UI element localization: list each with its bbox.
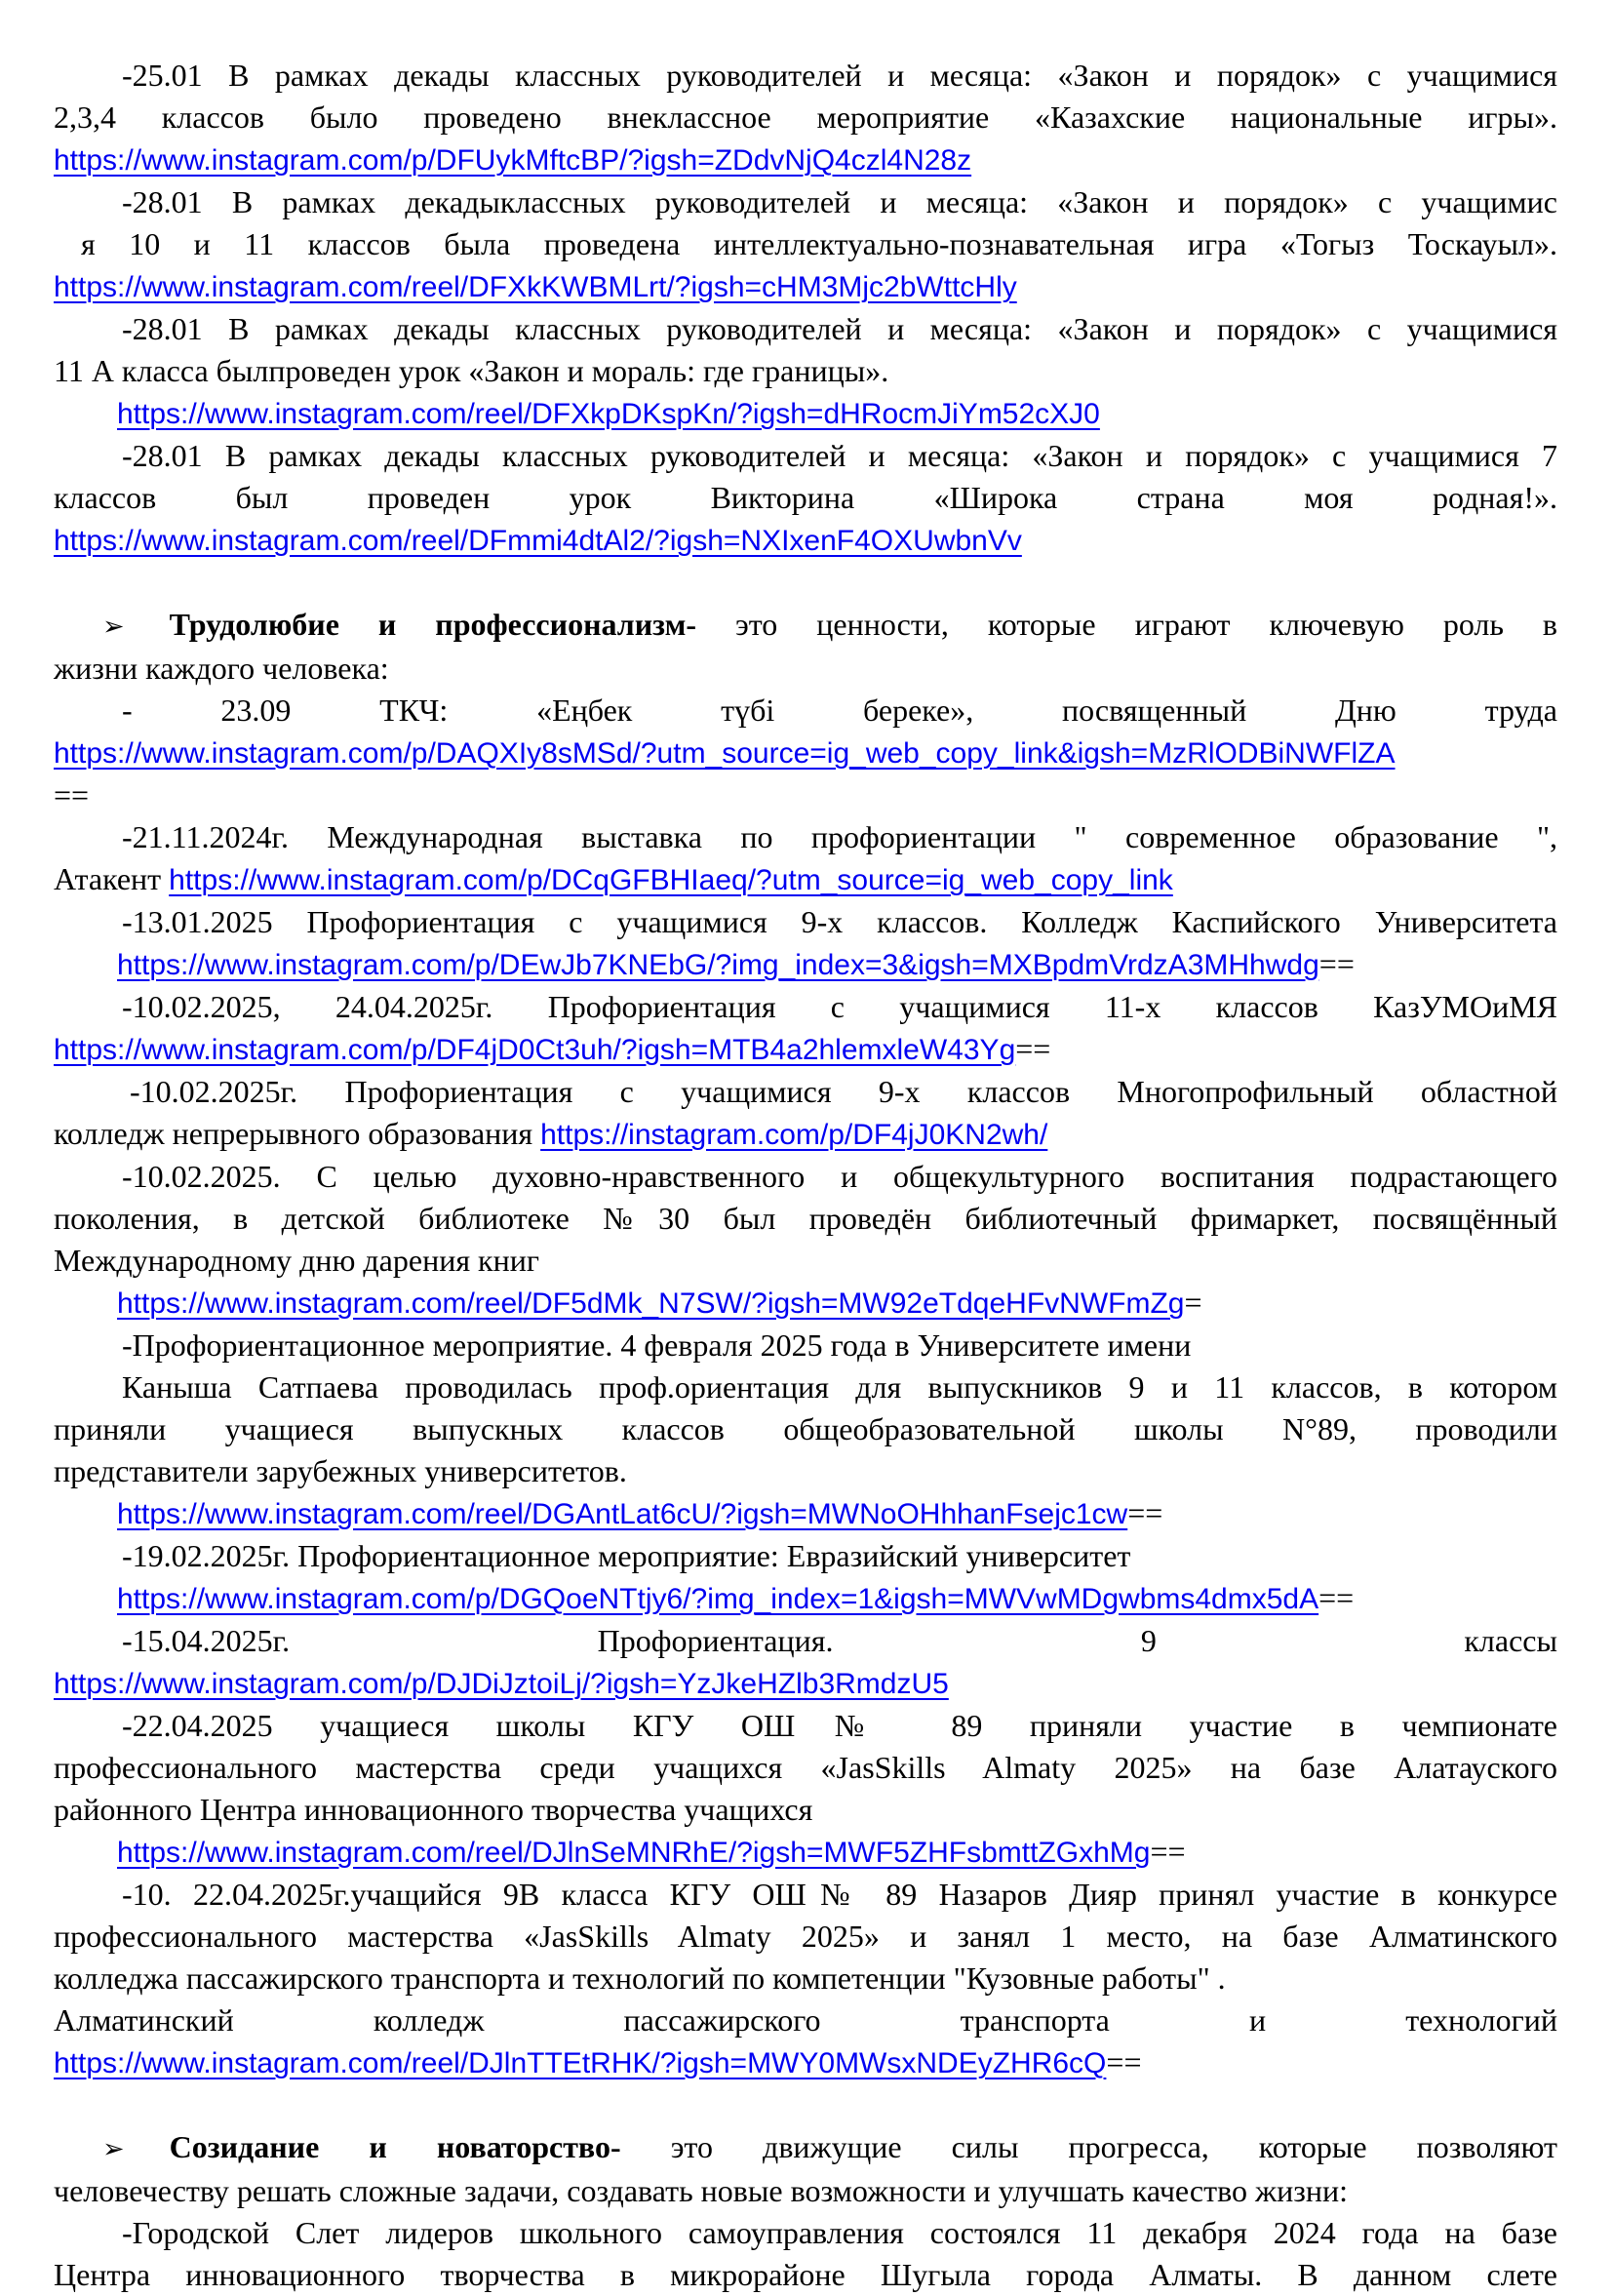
link-line bbox=[54, 139, 1557, 181]
link-line bbox=[54, 1028, 1557, 1071]
paragraph-line bbox=[54, 648, 1557, 690]
text-span: профессионального мастерства «JasSkills Almaty 2025» и занял 1 место, на базе Алматинского bbox=[54, 1919, 1557, 1954]
paragraph-line bbox=[54, 1071, 1557, 1113]
text-span: Каныша Сатпаева проводилась проф.ориентация для выпускников 9 и 11 классов, в котором bbox=[122, 1369, 1557, 1405]
paragraph-line bbox=[54, 2254, 1557, 2296]
text-span: -22.04.2025 учащиеся школы КГУ ОШ№ 89 приняли участие в чемпионате bbox=[122, 1708, 1557, 1743]
instagram-link[interactable]: https://www.instagram.com/reel/DJlnSeMNRhE/?igsh=MWF5ZHFsbmttZGxhMg bbox=[117, 1837, 1151, 1869]
text-span: == bbox=[1015, 1031, 1051, 1066]
paragraph-line bbox=[54, 1156, 1557, 1198]
paragraph-line bbox=[54, 1325, 1557, 1366]
text-span: колледж непрерывного образования bbox=[54, 1116, 541, 1151]
text-span: это ценности, которые играют ключевую роль в bbox=[696, 607, 1558, 642]
text-span: -13.01.2025 Профориентация с учащимися 9-х классов. Колледж Каспийского Университета bbox=[122, 904, 1557, 939]
text-span: жизни каждого человека: bbox=[54, 651, 389, 686]
link-line bbox=[54, 1831, 1557, 1874]
text-span: районного Центра инновационного творчества учащихся bbox=[54, 1792, 813, 1827]
blank-line bbox=[54, 562, 1557, 604]
paragraph-line bbox=[54, 690, 1557, 732]
blank-line bbox=[54, 2084, 1557, 2126]
instagram-link[interactable]: https://instagram.com/p/DF4jJ0KN2wh/ bbox=[540, 1119, 1048, 1151]
link-line bbox=[54, 265, 1557, 308]
paragraph-line bbox=[54, 774, 1557, 816]
text-span: -21.11.2024г. Международная выставка по профориентации " современное образование ", bbox=[122, 819, 1557, 854]
text-span: -10. 22.04.2025г.учащийся 9В класса КГУ ОШ№ 89 Назаров Дияр принял участие в конкурсе bbox=[122, 1877, 1557, 1912]
text-span: -28.01 В рамках декадыклассных руководителей и месяца: «Закон и порядок» с учащимис bbox=[122, 184, 1557, 219]
link-line bbox=[54, 2041, 1557, 2084]
instagram-link[interactable]: https://www.instagram.com/p/DEwJb7KNEbG/?img_index=3&igsh=MXBpdmVrdzA3MHhwdg bbox=[117, 949, 1319, 981]
instagram-link[interactable]: https://www.instagram.com/reel/DFXkpDKspKn/?igsh=dHRocmJiYm52cXJ0 bbox=[117, 398, 1100, 430]
paragraph-line bbox=[54, 1408, 1557, 1450]
paragraph-line bbox=[54, 1366, 1557, 1408]
link-line bbox=[54, 1492, 1557, 1535]
instagram-link[interactable]: https://www.instagram.com/reel/DFXkKWBMLrt/?igsh=cHM3Mjc2bWttcHly bbox=[54, 271, 1017, 303]
paragraph-line bbox=[54, 1789, 1557, 1831]
paragraph-line bbox=[54, 1705, 1557, 1747]
bullet-arrow-icon: ➢ bbox=[102, 2134, 125, 2164]
paragraph-line bbox=[54, 55, 1557, 97]
text-span: == bbox=[1106, 2044, 1142, 2079]
text-span: Центра инновационного творчества в микрорайоне Шугыла города Алматы. В данном слете bbox=[54, 2257, 1557, 2292]
instagram-link[interactable]: https://www.instagram.com/p/DAQXIy8sMSd/?utm_source=ig_web_copy_link&igsh=MzRlODBiNWFlZA bbox=[54, 737, 1396, 770]
paragraph-line bbox=[54, 2170, 1557, 2212]
paragraph-line bbox=[54, 97, 1557, 139]
instagram-link[interactable]: https://www.instagram.com/p/DCqGFBHIaeq/?utm_source=ig_web_copy_link bbox=[169, 864, 1173, 896]
paragraph-line bbox=[54, 1450, 1557, 1492]
text-span: -10.02.2025г. Профориентация с учащимися 9-х классов Многопрофильный областной bbox=[130, 1074, 1557, 1109]
instagram-link[interactable]: https://www.instagram.com/p/DGQoeNTtjy6/?img_index=1&igsh=MWVwMDgwbms4dmx5dA bbox=[117, 1583, 1319, 1615]
link-line bbox=[54, 392, 1557, 435]
paragraph-line bbox=[54, 223, 1557, 265]
text-span: приняли учащиеся выпускных классов общеобразовательной школы N°89, проводили bbox=[54, 1411, 1557, 1446]
paragraph-line bbox=[54, 477, 1557, 519]
paragraph-line bbox=[54, 1620, 1557, 1662]
text-span: == bbox=[1318, 1580, 1355, 1615]
link-line bbox=[54, 519, 1557, 562]
bullet-arrow-icon: ➢ bbox=[102, 612, 125, 642]
text-span: == bbox=[1318, 946, 1355, 981]
text-span: -Городской Слет лидеров школьного самоуправления состоялся 11 декабря 2024 года на базе bbox=[122, 2215, 1557, 2250]
link-line bbox=[54, 1577, 1557, 1620]
paragraph-line bbox=[54, 308, 1557, 350]
instagram-link[interactable]: https://www.instagram.com/p/DJDiJztoiLj/?igsh=YzJkeHZlb3RmdzU5 bbox=[54, 1668, 949, 1700]
instagram-link[interactable]: https://www.instagram.com/reel/DJlnTTEtRHK/?igsh=MWY0MWsxNDEyZHR6cQ bbox=[54, 2047, 1107, 2079]
text-span: -28.01 В рамках декады классных руководителей и месяца: «Закон и порядок» с учащимися 7 bbox=[122, 438, 1557, 473]
text-span: -Профориентационное мероприятие. 4 февраля 2025 года в Университете имени bbox=[122, 1327, 1192, 1363]
text-span: Трудолюбие и профессионализм- bbox=[169, 607, 697, 642]
link-line bbox=[54, 1282, 1557, 1325]
paragraph-line bbox=[54, 1916, 1557, 1958]
text-span: == bbox=[1127, 1495, 1163, 1530]
instagram-link[interactable]: https://www.instagram.com/reel/DFmmi4dtAl2/?igsh=NXIxenF4OXUwbnVv bbox=[54, 525, 1022, 557]
text-span: -19.02.2025г. Профориентационное мероприятие: Евразийский университет bbox=[122, 1538, 1131, 1573]
paragraph-line bbox=[54, 1240, 1557, 1282]
paragraph-line bbox=[54, 1113, 1557, 1156]
paragraph-line bbox=[54, 1958, 1557, 1999]
paragraph-line bbox=[54, 2212, 1557, 2254]
paragraph-line bbox=[54, 1999, 1557, 2041]
paragraph-line bbox=[54, 181, 1557, 223]
link-line bbox=[54, 943, 1557, 986]
text-span: 2,3,4 классов было проведено внеклассное мероприятие «Казахские национальные игры». bbox=[54, 99, 1557, 135]
text-span: я 10 и 11 классов была проведена интеллектуально-познавательная игра «Тогыз Тоскауыл». bbox=[81, 226, 1557, 261]
paragraph-line bbox=[54, 435, 1557, 477]
text-span: -28.01 В рамках декады классных руководителей и месяца: «Закон и порядок» с учащимися bbox=[122, 311, 1557, 346]
text-span: -15.04.2025г. Профориентация. 9 классы bbox=[122, 1623, 1557, 1658]
text-span: 11 А класса былпроведен урок «Закон и мораль: где границы». bbox=[54, 353, 889, 388]
text-span: это движущие силы прогресса, которые позволяют bbox=[620, 2129, 1558, 2164]
paragraph-line bbox=[54, 1198, 1557, 1240]
text-span: колледжа пассажирского транспорта и технологий по компетенции "Кузовные работы" . bbox=[54, 1960, 1226, 1996]
text-span: Атакент bbox=[54, 861, 170, 896]
text-span: Созидание и новаторство- bbox=[169, 2129, 621, 2164]
paragraph-line bbox=[54, 858, 1557, 901]
instagram-link[interactable]: https://www.instagram.com/p/DF4jD0Ct3uh/?igsh=MTB4a2hlemxleW43Yg bbox=[54, 1034, 1016, 1066]
instagram-link[interactable]: https://www.instagram.com/reel/DGAntLat6cU/?igsh=MWNoOHhhanFsejc1cw bbox=[117, 1498, 1128, 1530]
text-span: представители зарубежных университетов. bbox=[54, 1453, 627, 1488]
link-line bbox=[54, 1662, 1557, 1705]
text-span: -10.02.2025, 24.04.2025г. Профориентация с учащимися 11-х классов КазУМОиМЯ bbox=[122, 989, 1557, 1024]
bullet-line bbox=[54, 2126, 1557, 2170]
paragraph-line bbox=[54, 816, 1557, 858]
text-span: -10.02.2025. С целью духовно-нравственного и общекультурного воспитания подрастающего bbox=[122, 1159, 1557, 1194]
paragraph-line bbox=[54, 901, 1557, 943]
instagram-link[interactable]: https://www.instagram.com/reel/DF5dMk_N7SW/?igsh=MW92eTdqeHFvNWFmZg bbox=[117, 1287, 1185, 1320]
text-span: = bbox=[1184, 1285, 1202, 1320]
paragraph-line bbox=[54, 1874, 1557, 1916]
text-span: классов был проведен урок Викторина «Широка страна моя родная!». bbox=[54, 480, 1557, 515]
text-span: человечеству решать сложные задачи, создавать новые возможности и улучшать качество жизни: bbox=[54, 2173, 1349, 2208]
text-span: профессионального мастерства среди учащихся «JasSkills Almaty 2025» на базе Алатауского bbox=[54, 1750, 1557, 1785]
paragraph-line bbox=[54, 986, 1557, 1028]
text-span: -25.01 В рамках декады классных руководителей и месяца: «Закон и порядок» с учащимися bbox=[122, 58, 1557, 93]
paragraph-line bbox=[54, 1747, 1557, 1789]
text-span: Алматинский колледж пассажирского транспорта и технологий bbox=[54, 2002, 1557, 2038]
text-span: поколения, в детской библиотеке №30 был проведён библиотечный фримаркет, посвящённый bbox=[54, 1201, 1557, 1236]
text-span: - 23.09 ТКЧ: «Еңбек түбі береке», посвященный Дню труда bbox=[122, 693, 1557, 728]
instagram-link[interactable]: https://www.instagram.com/p/DFUykMftcBP/?igsh=ZDdvNjQ4czl4N28z bbox=[54, 144, 972, 177]
link-line bbox=[54, 732, 1557, 774]
bullet-line bbox=[54, 604, 1557, 648]
text-span: == bbox=[54, 777, 90, 812]
text-span: == bbox=[1150, 1834, 1186, 1869]
text-span: Международному дню дарения книг bbox=[54, 1243, 539, 1278]
paragraph-line bbox=[54, 350, 1557, 392]
paragraph-line bbox=[54, 1535, 1557, 1577]
